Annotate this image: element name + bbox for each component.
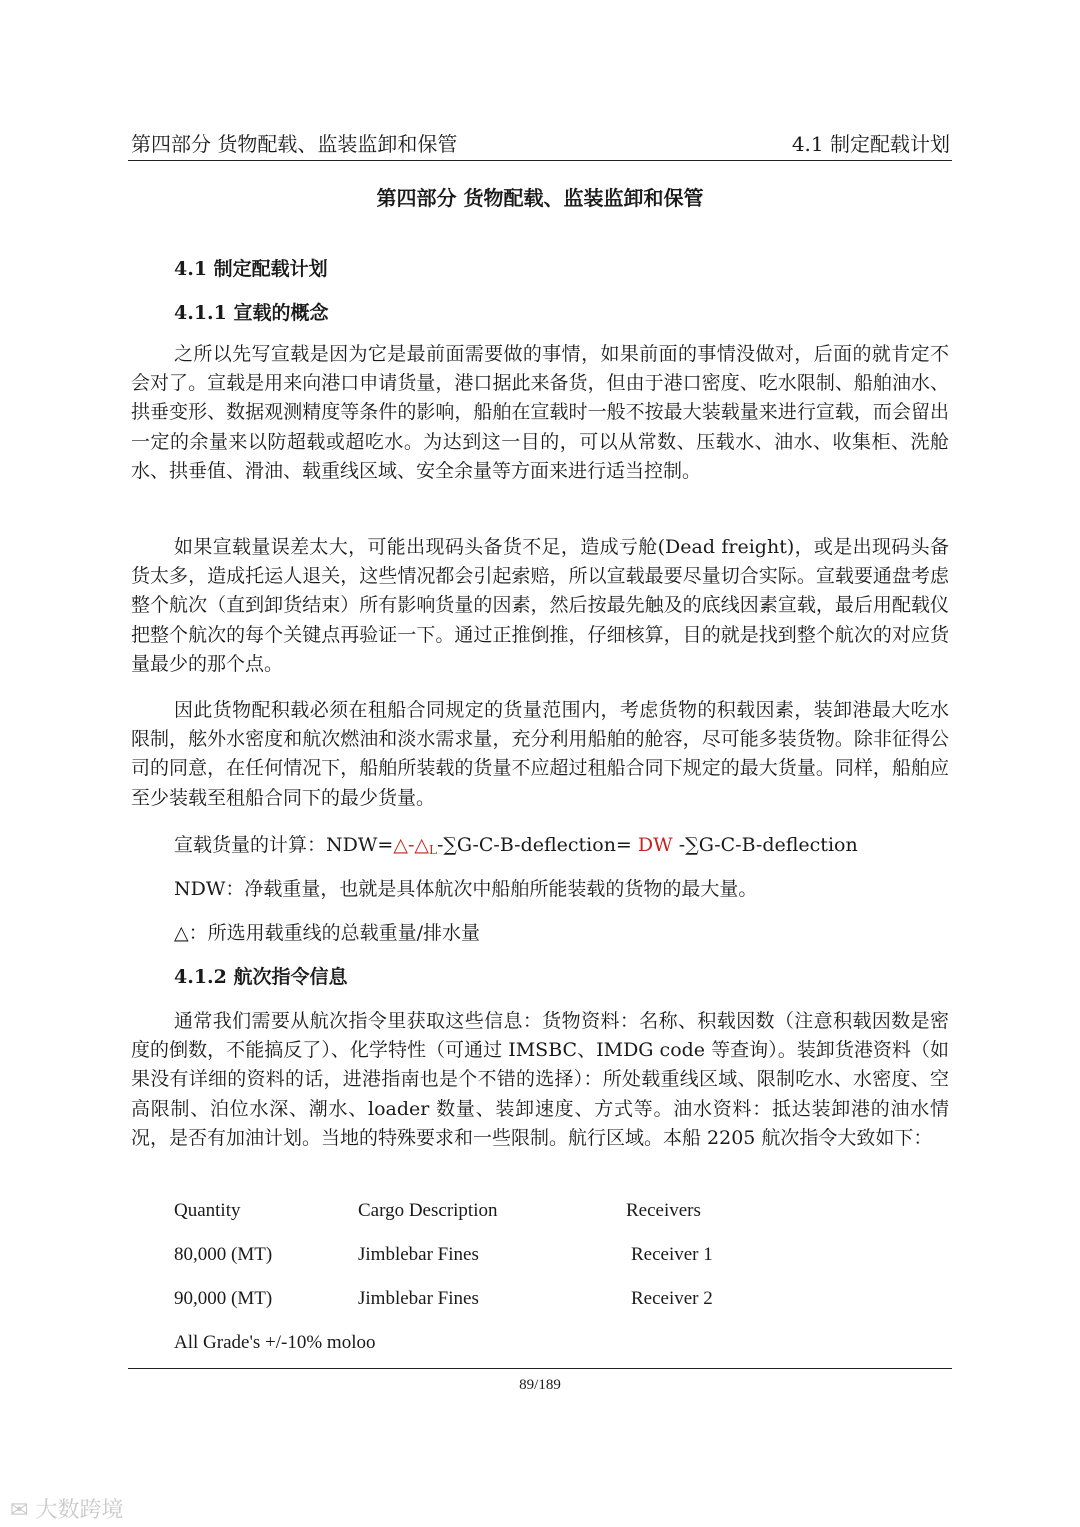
table-header-receivers: Receivers [626,1200,701,1221]
tolerance-note: All Grade's +/-10% moloo [174,1332,376,1353]
dw-term: DW [637,834,673,856]
table-header-quantity: Quantity [174,1200,241,1221]
paragraph-declaration-concept: 之所以先写宣载是因为它是最前面需要做的事情，如果前面的事情没做对，后面的就肯定不会对了。宣载是用来向港口申请货量，港口据此来备货，但由于港口密度、吃水限制、船舶油水、拱垂变形、数据观测精度等条件的影响，船舶在宣载时一般不按最大装载量来进行宣载，而会留出一定的余量来以防超载或超吃水。为达到这一目的，可以从常数、压载水、油水、收集柜、洗舱水、拱垂值、滑油、载重线区域、安全余量等方面来进行适当控制。 [131,343,949,482]
formula-prefix: 宣载货量的计算：NDW= [174,834,394,856]
watermark [10,1493,123,1524]
running-header-left: 第四部分 货物配载、监装监卸和保管 [131,132,458,156]
table-cell-quantity: 90,000 (MT) [174,1288,273,1309]
delta-definition: △：所选用载重线的总载重量/排水量 [174,922,481,944]
formula-dash: - [407,834,415,856]
delta-symbol: △ [393,834,408,856]
paragraph-cargo-planning: 因此货物配积载必须在租船合同规定的货量范围内，考虑货物的积载因素，装卸港最大吃水限制，舷外水密度和航次燃油和淡水需求量，充分利用船舶的舱容，尽可能多装货物。除非征得公司的同意，在任何情况下，船舶所装载的货量不应超过租船合同下规定的最大货量。同样，船舶应至少装载至租船合同下的最少货量。 [131,699,949,809]
paragraph-declaration-error: 如果宣载量误差太大，可能出现码头备货不足，造成亏舱(Dead freight)，或是出现码头备货太多，造成托运人退关，这些情况都会引起索赔，所以宣载最要尽量切合实际。宣载要通盘考虑整个航次（直到卸货结束）所有影响货量的因素，然后按最先触及的底线因素宣载，最后用配载仪把整个航次的每个关键点再验证一下。通过正推倒推，仔细核算，目的就是找到整个航次的对应货量最少的那个点。 [131,536,949,675]
page-number: 89/189 [519,1377,561,1393]
footer-rule [128,1368,952,1369]
page-title: 第四部分 货物配载、监装监卸和保管 [376,186,704,210]
table-cell-receiver: Receiver 1 [631,1244,713,1265]
table-header-cargo-description: Cargo Description [358,1200,498,1221]
formula-deduction-2: -∑G-C-B-deflection [672,834,858,856]
table-cell-receiver: Receiver 2 [631,1288,713,1309]
section-heading-4-1-2: 4.1.2 航次指令信息 [174,966,348,988]
delta-light-symbol: △ [414,834,429,856]
ndw-formula [174,830,858,857]
watermark-text: 大数跨境 [35,1498,124,1523]
watermark-logo-icon: ✉ [10,1498,29,1523]
paragraph-voyage-instructions: 通常我们需要从航次指令里获取这些信息：货物资料：名称、积载因数（注意积载因数是密度的倒数，不能搞反了）、化学特性（可通过 IMSBC、IMDG code 等查询）。装卸货港资料（如果没有详细的资料的话，进港指南也是个不错的选择）：所处载重线区域、限制吃水、水密度、空高限制、泊位水深、潮水、loader 数量、装卸速度、方式等。油水资料：抵达装卸港的油水情况，是否有加油计划。当地的特殊要求和一些限制。航行区域。本船 2205 航次指令大致如下： [131,1010,949,1149]
ndw-definition: NDW：净载重量，也就是具体航次中船舶所能装载的货物的最大量。 [174,878,758,900]
table-cell-cargo: Jimblebar Fines [358,1244,479,1265]
header-rule [128,160,952,161]
section-heading-4-1: 4.1 制定配载计划 [174,258,328,280]
section-heading-4-1-1: 4.1.1 宣载的概念 [174,302,329,324]
formula-deduction: -∑G-C-B-deflection= [436,834,638,856]
table-cell-cargo: Jimblebar Fines [358,1288,479,1309]
delta-subscript: L [428,843,437,857]
table-cell-quantity: 80,000 (MT) [174,1244,273,1265]
running-header-right: 4.1 制定配载计划 [791,132,950,156]
